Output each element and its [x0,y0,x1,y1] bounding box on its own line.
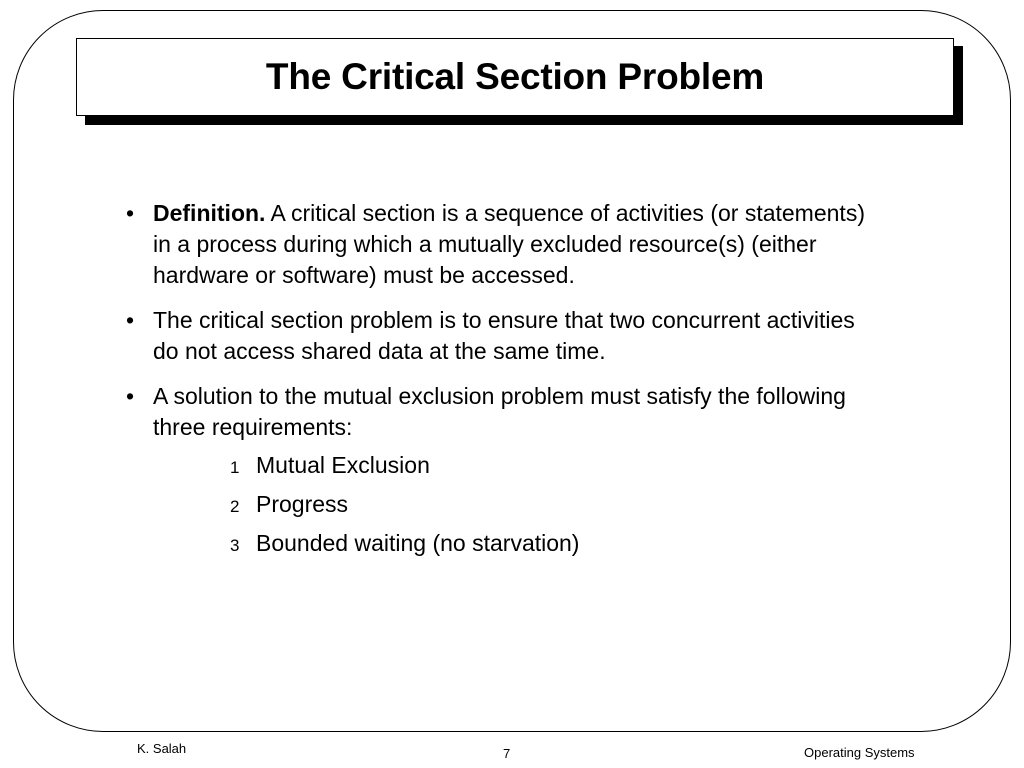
requirement-text: Progress [256,491,349,517]
bullet-icon: • [126,200,135,226]
footer-course: Operating Systems [804,745,915,760]
requirement-number: 1 [230,458,240,477]
title-box [76,38,954,116]
requirements-list [126,447,886,564]
footer-page-number: 7 [503,746,511,761]
requirement-number: 3 [230,536,240,555]
solution-text: A solution to the mutual exclusion problem must satisfy the following three requirements: [153,383,846,440]
bullet-item-problem [126,305,886,367]
slide-title: The Critical Section Problem [265,56,765,97]
footer-author: K. Salah [137,741,187,756]
bullet-icon: • [126,383,135,409]
requirement-item [230,447,886,486]
requirement-text: Mutual Exclusion [256,452,430,478]
slide-content [126,198,886,564]
requirement-item [230,486,886,525]
bullet-item-solution [126,381,886,443]
definition-text: A critical section is a sequence of activities (or statements) in a process during which a mutually excluded resource(s) (either hardware or software) must be accessed. [153,200,865,288]
requirement-number: 2 [230,497,240,516]
requirement-item [230,525,886,564]
requirement-text: Bounded waiting (no starvation) [256,530,580,556]
problem-text: The critical section problem is to ensure that two concurrent activities do not access shared data at the same time. [153,307,855,364]
bullet-icon: • [126,307,135,333]
bullet-item-definition [126,198,886,291]
definition-label: Definition. [153,200,266,226]
